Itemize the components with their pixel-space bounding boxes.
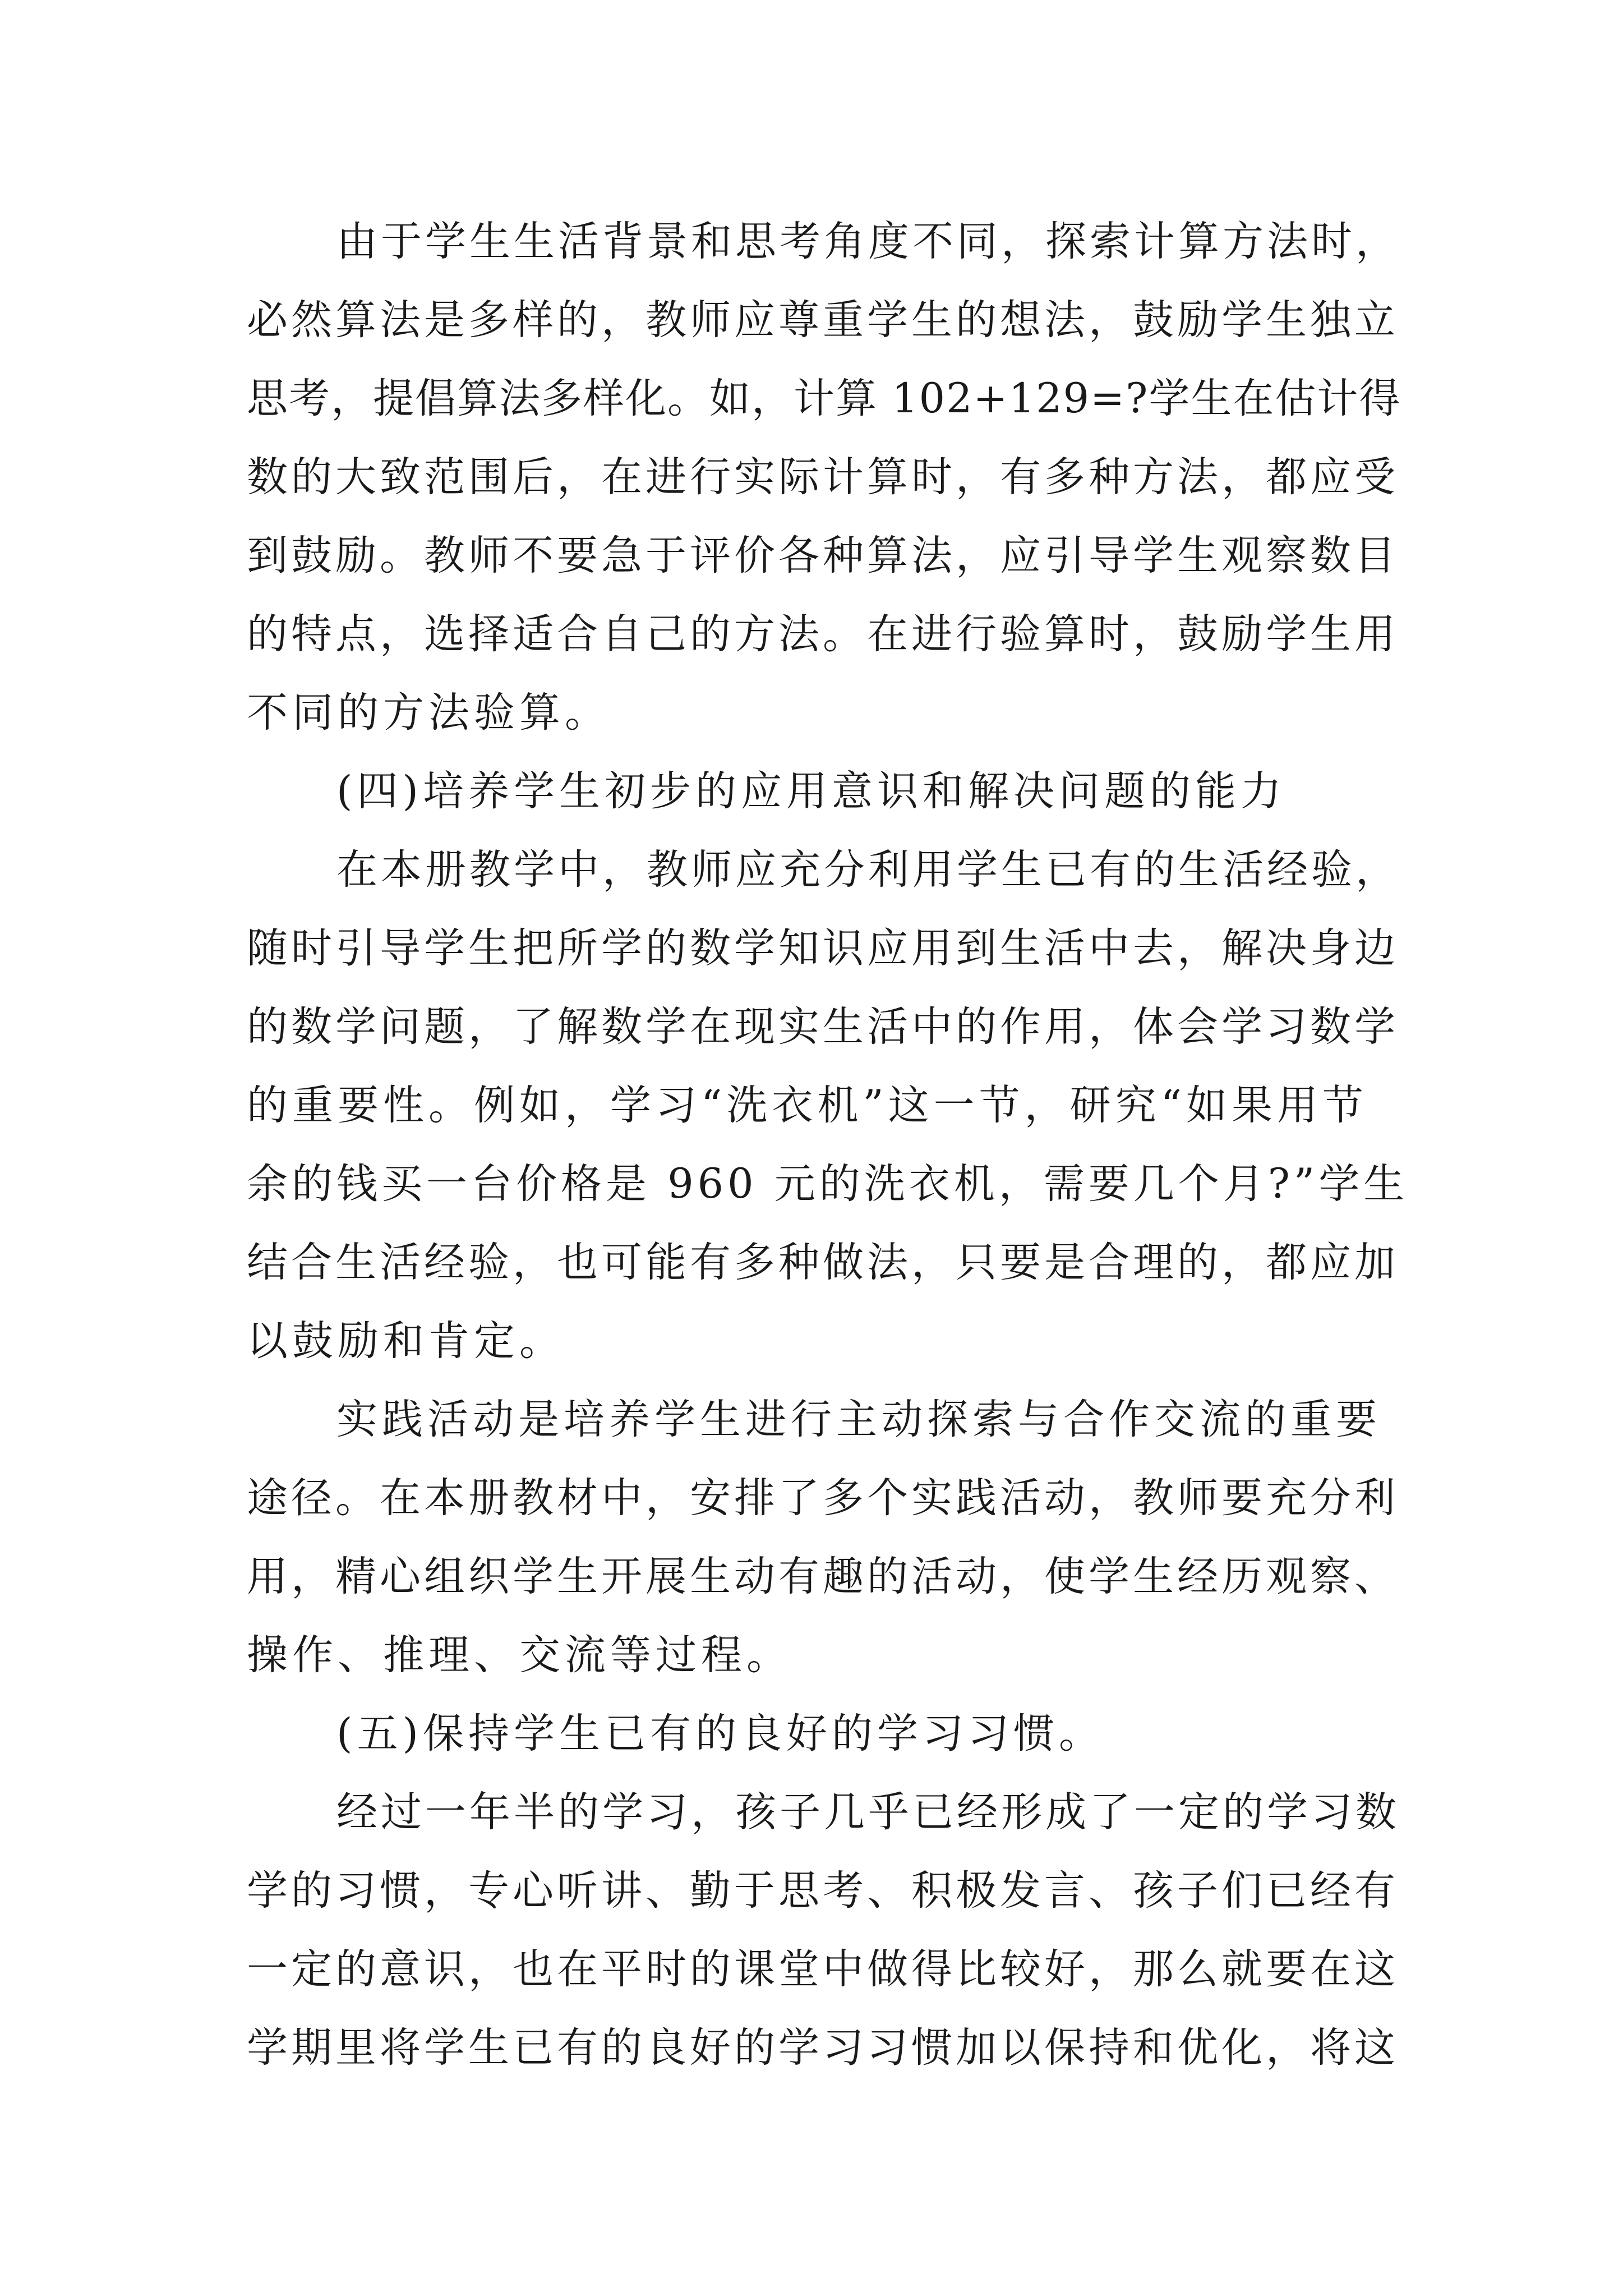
text-line: 学期里将学生已有的良好的学习习惯加以保持和优化，将这 xyxy=(247,2024,1399,2072)
text-line: 的特点，选择适合自己的方法。在进行验算时，鼓励学生用 xyxy=(247,610,1399,658)
text-line: 由于学生生活背景和思考角度不同，探索计算方法时， xyxy=(336,218,1400,265)
text-line: 在本册教学中，教师应充分利用学生已有的生活经验， xyxy=(336,846,1400,894)
text-line: 随时引导学生把所学的数学知识应用到生活中去，解决身边 xyxy=(247,924,1399,972)
text-line: 经过一年半的学习，孩子几乎已经形成了一定的学习数 xyxy=(336,1788,1400,1836)
text-line: 必然算法是多样的，教师应尊重学生的想法，鼓励学生独立 xyxy=(247,296,1399,344)
text-line: 以鼓励和肯定。 xyxy=(247,1317,565,1365)
text-line: 到鼓励。教师不要急于评价各种算法，应引导学生观察数目 xyxy=(247,532,1399,579)
text-line: 思考，提倡算法多样化。如，计算 102+129=?学生在估计得 xyxy=(247,375,1401,422)
text-line: 余的钱买一台价格是 960 元的洗衣机，需要几个月?”学生 xyxy=(247,1160,1409,1208)
section-heading: (四)培养学生初步的应用意识和解决问题的能力 xyxy=(336,767,1286,815)
text-line: 操作、推理、交流等过程。 xyxy=(247,1631,792,1679)
text-line: 的重要性。例如，学习“洗衣机”这一节，研究“如果用节 xyxy=(247,1082,1368,1129)
section-heading: (五)保持学生已有的良好的学习习惯。 xyxy=(336,1710,1104,1757)
text-line: 学的习惯，专心听讲、勤于思考、积极发言、孩子们已经有 xyxy=(247,1867,1399,1915)
text-line: 一定的意识，也在平时的课堂中做得比较好，那么就要在这 xyxy=(247,1945,1399,1993)
text-line: 实践活动是培养学生进行主动探索与合作交流的重要 xyxy=(336,1396,1381,1443)
text-line: 结合生活经验，也可能有多种做法，只要是合理的，都应加 xyxy=(247,1239,1399,1286)
text-line: 用，精心组织学生开展生动有趣的活动，使学生经历观察、 xyxy=(247,1553,1399,1600)
text-line: 的数学问题，了解数学在现实生活中的作用，体会学习数学 xyxy=(247,1003,1399,1051)
text-line: 数的大致范围后，在进行实际计算时，有多种方法，都应受 xyxy=(247,453,1399,501)
text-line: 途径。在本册教材中，安排了多个实践活动，教师要充分利 xyxy=(247,1474,1399,1522)
text-line: 不同的方法验算。 xyxy=(247,689,610,737)
